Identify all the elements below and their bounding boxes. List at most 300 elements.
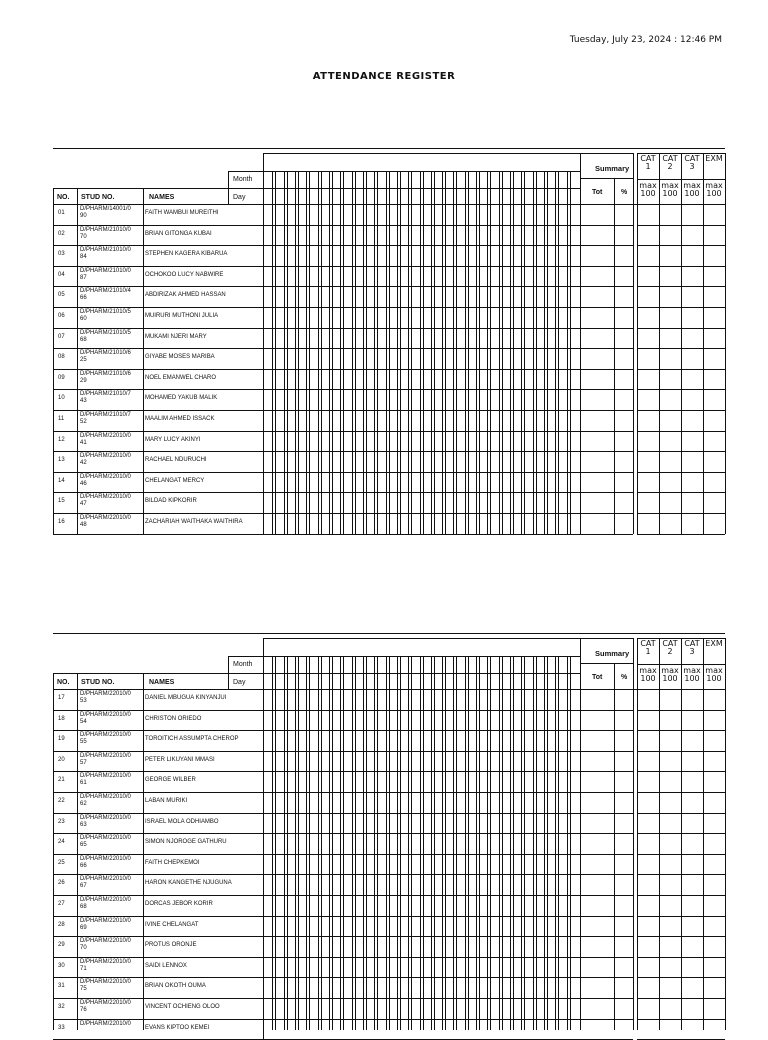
student-name: EVANS KIPTOO KEMEI (145, 1023, 210, 1031)
table-row-rule (637, 792, 725, 793)
table-row-rule (53, 451, 633, 452)
row-number: 03 (58, 250, 65, 258)
day-grid-top (263, 638, 633, 639)
name-col-line (263, 204, 264, 225)
stud-no: D/PHARM/21010/7 52 (80, 411, 131, 425)
name-col-line (263, 854, 264, 875)
day-column-line (479, 656, 480, 1030)
name-col-line (263, 751, 264, 772)
summary-label: Summary (595, 164, 630, 173)
name-col-line (263, 492, 264, 513)
cat-block-left (637, 153, 638, 534)
table-row-rule (53, 977, 633, 978)
table-row-rule (637, 266, 725, 267)
row-number: 22 (58, 797, 65, 804)
row-number: 02 (58, 229, 65, 237)
day-column-line (533, 656, 534, 1030)
table-row-rule (637, 348, 725, 349)
table-row-rule (637, 854, 725, 855)
page-title: ATTENDANCE REGISTER (312, 71, 456, 82)
row-number: 30 (58, 961, 65, 969)
day-column-line (366, 656, 367, 1030)
table-row-rule (53, 813, 633, 814)
stud-no: D/PHARM/22010/0 55 (80, 731, 131, 746)
day-column-line (420, 656, 421, 1030)
name-col-line (263, 771, 264, 792)
table-row-rule (53, 792, 633, 793)
name-col-line (263, 513, 264, 534)
row-number: 19 (58, 735, 65, 743)
stud-no: D/PHARM/21010/0 87 (80, 266, 131, 281)
row-number: 07 (58, 332, 65, 340)
table-row-rule (637, 225, 725, 226)
day-column-line (355, 656, 356, 1030)
day-column-line (321, 656, 322, 1030)
student-name: DORCAS JEBOR KORIR (145, 900, 213, 907)
day-column-line (408, 656, 409, 1030)
table-row-rule (637, 513, 725, 514)
stud-no: D/PHARM/14001/0 90 (80, 205, 131, 219)
summary-divider (580, 663, 633, 664)
row-number: 14 (58, 476, 65, 484)
stud-no: D/PHARM/22010/0 47 (80, 493, 131, 508)
name-col-line (263, 307, 264, 328)
stud-no: D/PHARM/22010/0 62 (80, 793, 131, 807)
name-col-line (263, 328, 264, 349)
name-col-line (263, 245, 264, 266)
stud-no: D/PHARM/22010/0 63 (80, 813, 131, 828)
day-column-line (309, 656, 310, 1030)
summary-right (633, 638, 634, 1030)
day-column-line (510, 656, 511, 1030)
row-number: 01 (58, 209, 65, 216)
day-column-line (340, 656, 341, 1030)
day-column-line (295, 656, 296, 1030)
table-row-rule (637, 472, 725, 473)
name-col-line (263, 286, 264, 307)
day-column-line (456, 656, 457, 1030)
student-name: MUIRURI MUTHONI JULIA (145, 312, 219, 319)
row-number: 09 (58, 373, 65, 381)
day-label: Day (233, 194, 246, 201)
cat2-max: max 100 (661, 666, 679, 683)
month-label-left (228, 171, 229, 204)
stud-no: D/PHARM/22010/0 65 (80, 834, 131, 849)
register-top-rule (53, 633, 725, 634)
day-column-line (465, 656, 466, 1030)
stud-no: D/PHARM/22010/0 67 (80, 875, 131, 890)
day-column-line (487, 656, 488, 1030)
row-number: 12 (58, 435, 65, 443)
student-name: MAALIM AHMED ISSACK (145, 415, 215, 422)
cat-column-line (703, 153, 704, 534)
tot-label: Tot (592, 674, 603, 681)
day-column-line (499, 656, 500, 1030)
day-column-line (352, 656, 353, 1030)
stud-no: D/PHARM/22010/0 (80, 1019, 131, 1027)
name-col-line (263, 389, 264, 410)
table-row-rule (637, 771, 725, 772)
row-number: 16 (58, 518, 65, 525)
row-number: 21 (58, 776, 65, 784)
name-col-line (263, 472, 264, 493)
header-divider (53, 673, 580, 674)
stud-no: D/PHARM/21010/6 25 (80, 349, 131, 364)
student-name: DANIEL MBUGUA KINYANJUI (145, 694, 227, 701)
summary-right (633, 153, 634, 534)
names-header: NAMES (149, 194, 175, 201)
month-label-left (228, 656, 229, 689)
name-col-line (263, 730, 264, 751)
cat1-max: max 100 (639, 666, 657, 683)
day-column-line (431, 656, 432, 1030)
stud-no: D/PHARM/22010/0 69 (80, 916, 131, 931)
summary-divider (580, 178, 633, 179)
row-number: 05 (58, 291, 65, 299)
table-row-rule (53, 307, 633, 308)
day-column-line (400, 656, 401, 1030)
exm-max: max 100 (705, 666, 723, 683)
day-column-line (329, 656, 330, 1030)
cat3-max: max 100 (683, 181, 701, 198)
exm-max: max 100 (705, 181, 723, 198)
student-name: NOEL EMANWEL CHARO (145, 373, 216, 381)
table-row-rule (637, 813, 725, 814)
name-col-line (263, 813, 264, 834)
day-grid-top (263, 153, 633, 154)
month-row-rule (228, 171, 580, 172)
row-number: 04 (58, 270, 65, 278)
stud-no: D/PHARM/22010/0 54 (80, 710, 131, 725)
table-row-rule (637, 936, 725, 937)
name-col-line (263, 369, 264, 390)
register-left (53, 188, 54, 534)
table-row-rule (53, 369, 633, 370)
name-col-line (263, 957, 264, 978)
table-row-rule (53, 286, 633, 287)
cat1-header: CAT 1 (640, 154, 656, 171)
name-col-line (263, 833, 264, 854)
table-row-rule (53, 771, 633, 772)
cat2-max: max 100 (661, 181, 679, 198)
stud-no: D/PHARM/22010/0 41 (80, 431, 131, 446)
exm-header: EXM (705, 154, 723, 163)
stud-no: D/PHARM/22010/0 53 (80, 690, 131, 704)
name-col-line (263, 977, 264, 998)
row-number: 31 (58, 982, 65, 990)
stud-no: D/PHARM/22010/0 75 (80, 978, 131, 993)
student-name: IVINE CHELANGAT (145, 920, 199, 928)
cat1-header: CAT 1 (640, 639, 656, 656)
day-column-line (570, 656, 571, 1030)
day-column-line (468, 656, 469, 1030)
stud-no: D/PHARM/21010/0 84 (80, 246, 131, 261)
row-number: 17 (58, 694, 65, 701)
register-top-rule (53, 148, 725, 149)
no-header: NO. (57, 679, 70, 686)
student-name: PETER LIKUYANI MMASI (145, 755, 215, 763)
cat1-max: max 100 (639, 181, 657, 198)
row-number: 20 (58, 755, 65, 763)
tot-label: Tot (592, 189, 603, 196)
tot-pct-divider (614, 663, 615, 1030)
name-col-line (263, 410, 264, 431)
day-column-line (536, 656, 537, 1030)
student-name: GIYABE MOSES MARIBA (145, 353, 215, 361)
table-row-rule (53, 916, 633, 917)
cat-column-line (681, 153, 682, 534)
day-column-line (423, 656, 424, 1030)
table-row-rule (53, 472, 633, 473)
stud-no: D/PHARM/21010/6 29 (80, 369, 131, 384)
student-name: CHRISTON ORIEDO (145, 714, 202, 722)
day-column-line (490, 656, 491, 1030)
day-column-line (386, 656, 387, 1030)
name-col-line (263, 1019, 264, 1040)
student-name: STEPHEN KAGERA KIBARUA (145, 250, 228, 258)
name-col-line (263, 792, 264, 813)
day-column-line (343, 656, 344, 1030)
table-row-rule (53, 751, 633, 752)
row-number: 10 (58, 394, 65, 402)
student-name: VINCENT OCHIENG OLOO (145, 1003, 220, 1010)
table-row-rule (637, 369, 725, 370)
table-row-rule (637, 998, 725, 999)
student-name: RACHAEL NDURUCHI (145, 456, 207, 464)
name-col-line (263, 710, 264, 731)
stud-no: D/PHARM/22010/0 42 (80, 452, 131, 467)
table-row-rule (637, 730, 725, 731)
day-column-line (298, 656, 299, 1030)
name-col-line (263, 225, 264, 246)
table-row-rule (53, 854, 633, 855)
student-name: ABDIRIZAK AHMED HASSAN (145, 291, 226, 299)
stud-no: D/PHARM/22010/0 68 (80, 896, 131, 910)
table-row-rule (637, 895, 725, 896)
table-row-rule (637, 751, 725, 752)
stud-col-line (143, 188, 144, 534)
month-row-rule (228, 656, 580, 657)
stud-no: D/PHARM/22010/0 57 (80, 751, 131, 766)
name-col-line (263, 689, 264, 710)
cat-column-line (725, 153, 726, 534)
day-column-line (524, 656, 525, 1030)
pct-label: % (621, 674, 628, 681)
row-number: 27 (58, 900, 65, 907)
student-name: OCHOKOO LUCY NABWIRE (145, 270, 224, 278)
day-column-line (272, 656, 273, 1030)
header-divider (53, 188, 580, 189)
table-row-rule (53, 266, 633, 267)
table-row-rule (53, 710, 633, 711)
student-name: ISRAEL MOLA ODHIAMBO (145, 817, 219, 825)
student-name: SIMON NJOROGE GATHURU (145, 838, 227, 846)
student-name: FAITH CHEPKEMOI (145, 858, 200, 866)
day-column-line (544, 656, 545, 1030)
pct-label: % (621, 189, 628, 196)
day-column-line (434, 656, 435, 1030)
stud-no-header: STUD NO. (81, 679, 115, 686)
cat-column-line (659, 153, 660, 534)
table-row-rule (53, 348, 633, 349)
cat-column-line (725, 638, 726, 1030)
student-name: GEORGE WILBER (145, 776, 196, 784)
student-name: HARON KANGETHE NJUGUNA (145, 879, 232, 887)
table-row-rule (637, 245, 725, 246)
student-name: LABAN MURIKI (145, 797, 188, 804)
day-column-line (374, 656, 375, 1030)
stud-no: D/PHARM/22010/0 46 (80, 472, 131, 487)
day-column-line (558, 656, 559, 1030)
table-row-rule (637, 451, 725, 452)
summary-label: Summary (595, 649, 630, 658)
day-column-line (411, 656, 412, 1030)
student-name: TOROITICH ASSUMPTA CHEROP (145, 735, 239, 743)
day-column-line (445, 656, 446, 1030)
stud-no: D/PHARM/22010/0 70 (80, 937, 131, 952)
day-column-line (306, 656, 307, 1030)
no-col-line (77, 188, 78, 534)
row-number: 13 (58, 456, 65, 464)
day-column-line (513, 656, 514, 1030)
name-col-line (263, 431, 264, 452)
name-col-line (263, 266, 264, 287)
no-header: NO. (57, 194, 70, 201)
row-number: 06 (58, 312, 65, 319)
table-row-rule (637, 307, 725, 308)
student-name: BILDAD KIPKORIR (145, 497, 197, 505)
day-column-line (521, 656, 522, 1030)
table-row-rule (637, 874, 725, 875)
table-row-rule (53, 225, 633, 226)
student-name: ZACHARIAH WAITHAKA WAITHIRA (145, 518, 243, 525)
tot-pct-divider (614, 178, 615, 534)
row-number: 25 (58, 858, 65, 866)
day-column-line (442, 656, 443, 1030)
stud-no: D/PHARM/22010/0 66 (80, 854, 131, 869)
name-col-line (263, 874, 264, 895)
row-number: 08 (58, 353, 65, 361)
table-row-rule (637, 957, 725, 958)
stud-no: D/PHARM/21010/5 68 (80, 328, 131, 343)
student-name: MOHAMED YAKUB MALIK (145, 394, 218, 402)
cat3-max: max 100 (683, 666, 701, 683)
table-row-rule (53, 895, 633, 896)
table-row-rule (53, 328, 633, 329)
table-row-rule (53, 534, 633, 535)
student-name: PROTUS ORONJE (145, 941, 197, 949)
student-name: SAIDI LENNOX (145, 961, 187, 969)
table-row-rule (53, 936, 633, 937)
cat2-header: CAT 2 (662, 154, 678, 171)
table-row-rule (53, 874, 633, 875)
table-row-rule (53, 492, 633, 493)
cat3-header: CAT 3 (684, 154, 700, 171)
day-column-line (567, 656, 568, 1030)
table-row-rule (53, 730, 633, 731)
name-col-line (263, 936, 264, 957)
table-row-rule (637, 977, 725, 978)
table-row-rule (637, 1019, 725, 1020)
day-column-line (547, 656, 548, 1030)
day-grid-right (580, 153, 581, 534)
table-row-rule (637, 431, 725, 432)
names-header: NAMES (149, 679, 175, 686)
row-number: 33 (58, 1023, 65, 1031)
name-col-line (263, 895, 264, 916)
stud-no: D/PHARM/22010/0 61 (80, 772, 131, 787)
table-row-rule (53, 998, 633, 999)
stud-no-header: STUD NO. (81, 194, 115, 201)
table-row-rule (53, 957, 633, 958)
table-row-rule (637, 410, 725, 411)
student-name: MARY LUCY AKINYI (145, 435, 201, 443)
table-row-rule (637, 286, 725, 287)
table-row-rule (53, 410, 633, 411)
table-row-rule (53, 833, 633, 834)
day-column-line (363, 656, 364, 1030)
row-number: 32 (58, 1003, 65, 1010)
day-column-line (318, 656, 319, 1030)
row-number: 15 (58, 497, 65, 505)
day-column-line (502, 656, 503, 1030)
day-column-line (284, 656, 285, 1030)
row-number: 29 (58, 941, 65, 949)
stud-no: D/PHARM/21010/5 60 (80, 308, 131, 322)
table-row-rule (637, 710, 725, 711)
day-column-line (287, 656, 288, 1030)
table-row-rule (637, 328, 725, 329)
table-row-rule (53, 431, 633, 432)
table-row-rule (53, 513, 633, 514)
student-name: CHELANGAT MERCY (145, 476, 205, 484)
table-row-rule (53, 245, 633, 246)
student-name: BRIAN GITONGA KUBAI (145, 229, 212, 237)
month-label: Month (233, 661, 253, 668)
cat2-header: CAT 2 (662, 639, 678, 656)
stud-no: D/PHARM/22010/0 71 (80, 957, 131, 972)
day-label: Day (233, 679, 246, 686)
timestamp: Tuesday, July 23, 2024 : 12:46 PM (569, 35, 722, 45)
row-number: 24 (58, 838, 65, 846)
month-label: Month (233, 176, 253, 183)
day-column-line (555, 656, 556, 1030)
table-row-rule (637, 833, 725, 834)
stud-no: D/PHARM/22010/0 48 (80, 514, 131, 528)
table-row-rule (53, 1019, 633, 1020)
student-name: MUKAMI NJERI MARY (145, 332, 207, 340)
row-number: 23 (58, 817, 65, 825)
day-column-line (377, 656, 378, 1030)
stud-no: D/PHARM/21010/4 66 (80, 287, 131, 302)
table-row-rule (637, 389, 725, 390)
day-column-line (389, 656, 390, 1030)
row-number: 11 (58, 415, 65, 422)
name-col-line (263, 348, 264, 369)
day-column-line (332, 656, 333, 1030)
day-column-line (476, 656, 477, 1030)
stud-no: D/PHARM/22010/0 76 (80, 999, 131, 1013)
row-number: 28 (58, 920, 65, 928)
name-col-line (263, 916, 264, 937)
table-row-rule (637, 492, 725, 493)
stud-no: D/PHARM/21010/0 70 (80, 225, 131, 240)
cat3-header: CAT 3 (684, 639, 700, 656)
name-col-line (263, 998, 264, 1019)
table-row-rule (53, 389, 633, 390)
student-name: BRIAN OKOTH OUMA (145, 982, 206, 990)
day-column-line (453, 656, 454, 1030)
